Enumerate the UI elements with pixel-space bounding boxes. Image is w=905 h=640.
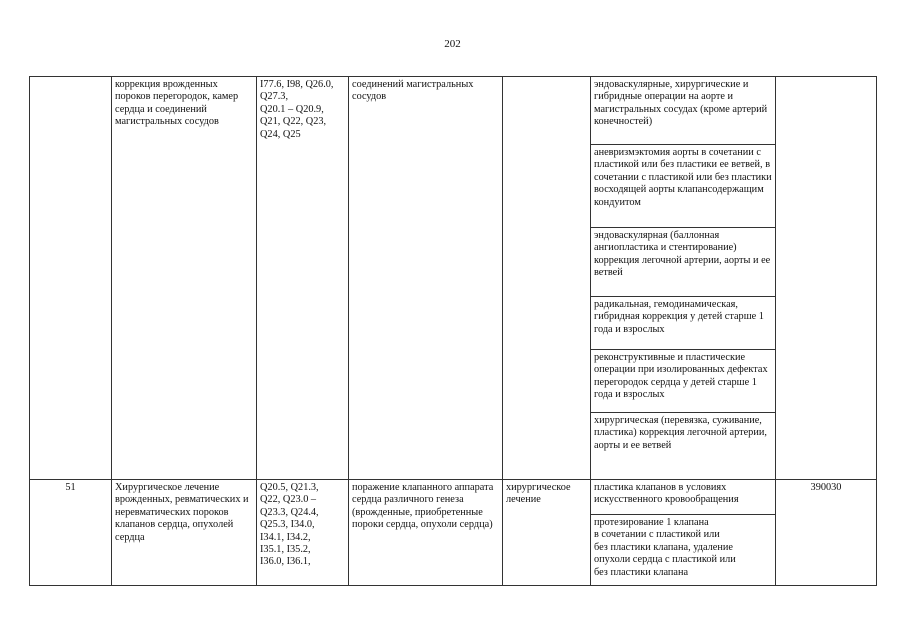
icd-code-line: Q25.3, I34.0, bbox=[260, 519, 315, 531]
procedures-table bbox=[29, 76, 877, 586]
row-number bbox=[30, 77, 112, 480]
treatment-method: радикальная, гемодинамическая, гибридная коррекция у детей старше 1 года и взрослых bbox=[591, 297, 776, 350]
treatment-type: хирургическое лечение bbox=[503, 480, 591, 586]
icd-code-line: I36.0, I36.1, bbox=[260, 556, 311, 568]
icd-code-line: Q24, Q25 bbox=[260, 128, 301, 140]
method-line: опухоли сердца с пластикой или bbox=[594, 554, 736, 566]
icd-code-line: Q20.1 – Q20.9, bbox=[260, 103, 324, 115]
page-number: 202 bbox=[444, 38, 461, 50]
price: 390030 bbox=[776, 480, 877, 586]
treatment-type bbox=[503, 77, 591, 480]
icd-codes bbox=[257, 480, 349, 586]
method-line: в сочетании с пластикой или bbox=[594, 529, 720, 541]
icd-code-line: Q22, Q23.0 – bbox=[260, 494, 317, 506]
treatment-method: пластика клапанов в условиях искусственного кровообращения bbox=[591, 480, 776, 515]
treatment-method: эндоваскулярная (баллонная ангиопластика и стентирование) коррекция легочной артерии, аорты и ее ветвей bbox=[591, 228, 776, 297]
treatment-name: коррекция врожденных пороков перегородок, камер сердца и соединений магистральных сосудов bbox=[112, 77, 257, 480]
method-line: протезирование 1 клапана bbox=[594, 517, 709, 528]
icd-code-line: Q20.5, Q21.3, bbox=[260, 482, 319, 493]
icd-code-line: Q27.3, bbox=[260, 91, 289, 103]
patient-model: соединений магистральных сосудов bbox=[349, 77, 503, 480]
table-row bbox=[30, 480, 877, 515]
method-line: без пластики клапана, удаление bbox=[594, 541, 733, 553]
icd-code-line: Q23.3, Q24.4, bbox=[260, 506, 319, 518]
treatment-method: аневризмэктомия аорты в сочетании с пластикой или без пластики ее ветвей, в сочетании с пластикой или без пластики восходящей аорты клапансодержащим кондуитом bbox=[591, 145, 776, 228]
price bbox=[776, 77, 877, 480]
icd-codes bbox=[257, 77, 349, 480]
icd-code-line: I77.6, I98, Q26.0, bbox=[260, 79, 334, 90]
treatment-name: Хирургическое лечение врожденных, ревматических и неревматических пороков клапанов сердца, опухолей сердца bbox=[112, 480, 257, 586]
patient-model: поражение клапанного аппарата сердца различного генеза (врожденные, приобретенные пороки сердца, опухоли сердца) bbox=[349, 480, 503, 586]
icd-code-line: I35.1, I35.2, bbox=[260, 544, 311, 556]
treatment-method bbox=[591, 515, 776, 586]
treatment-method: эндоваскулярные, хирургические и гибридные операции на аорте и магистральных сосудах (кроме артерий конечностей) bbox=[591, 77, 776, 145]
treatment-method: хирургическая (перевязка, суживание, пластика) коррекция легочной артерии, аорты и ее ветвей bbox=[591, 413, 776, 480]
icd-code-line: I34.1, I34.2, bbox=[260, 531, 311, 543]
method-line: без пластики клапана bbox=[594, 566, 689, 578]
treatment-method: реконструктивные и пластические операции при изолированных дефектах перегородок сердца у детей старше 1 года и взрослых bbox=[591, 350, 776, 413]
row-number: 51 bbox=[30, 480, 112, 586]
table-row bbox=[30, 77, 877, 145]
icd-code-line: Q21, Q22, Q23, bbox=[260, 116, 327, 128]
